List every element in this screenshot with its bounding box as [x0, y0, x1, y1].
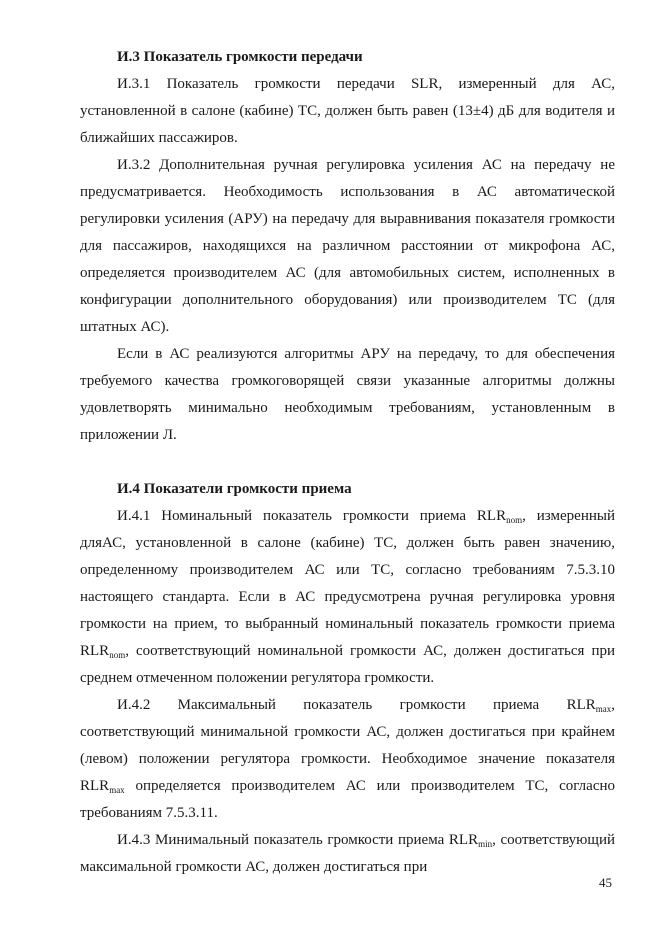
paragraph-i3-1: И.3.1 Показатель громкости передачи SLR, измеренный для АС, установленной в салоне (кабине) ТС, должен быть равен (13±4) дБ для водителя и ближайших пассажиров.	[80, 76, 615, 146]
section-heading-i3: И.3 Показатель громкости передачи	[117, 49, 363, 65]
paragraph-i4-1	[80, 503, 615, 692]
page-content	[80, 44, 615, 881]
text-run: , соответствующий минимальной громкости АС, должен достигаться при крайнем (левом) положении регулятора громкости. Необходимое значение показателя RLR	[80, 697, 615, 794]
subscript-max: max	[595, 704, 612, 714]
text-run: , измеренный дляАС, установленной в салоне (кабине) ТС, должен быть равен значению, определенному производителем АС или ТС, согласно требованиям 7.5.3.10 настоящего стандарта. Если в АС предусмотрена ручная регулировка уровня громкости на прием, то выбранный номинальный показатель громкости приема RLR	[80, 508, 615, 659]
text-run: И.4.2 Максимальный показатель громкости приема RLR	[117, 697, 596, 713]
section-heading-i4: И.4 Показатели громкости приема	[117, 481, 352, 497]
text-run: определяется производителем АС или производителем ТС, согласно требованиям 7.5.3.11.	[80, 778, 615, 821]
text-run: И.4.1 Номинальный показатель громкости приема RLR	[117, 508, 507, 524]
text-run: , соответствующий максимальной громкости АС, должен достигаться при	[80, 832, 615, 875]
page-number: 45	[599, 875, 612, 890]
section-spacer	[80, 449, 615, 476]
text-run: , соответствующий номинальной громкости АС, должен достигаться при среднем отмеченном положении регулятора громкости.	[80, 643, 615, 686]
paragraph-i4-2	[80, 692, 615, 827]
paragraph-i3-2: И.3.2 Дополнительная ручная регулировка усиления АС на передачу не предусматривается. Необходимость использования в АС автоматической регулировки усиления (АРУ) на передачу для выравнивания показателя громкости для пассажиров, находящихся на различном расстоянии от микрофона АС, определяется производителем АС (для автомобильных систем, исполненных в конфигурации дополнительного оборудования) или производителем ТС (для штатных АС).	[80, 157, 615, 335]
text-run: И.4.3 Минимальный показатель громкости приема RLR	[117, 832, 479, 848]
subscript-nom: nom	[109, 650, 126, 660]
paragraph-i4-3	[80, 827, 615, 881]
subscript-min: min	[478, 839, 493, 849]
paragraph-i3-3: Если в АС реализуются алгоритмы АРУ на передачу, то для обеспечения требуемого качества громкоговорящей связи указанные алгоритмы должны удовлетворять минимально необходимым требованиям, установленным в приложении Л.	[80, 346, 615, 443]
subscript-nom: nom	[506, 515, 523, 525]
subscript-max: max	[109, 785, 125, 795]
